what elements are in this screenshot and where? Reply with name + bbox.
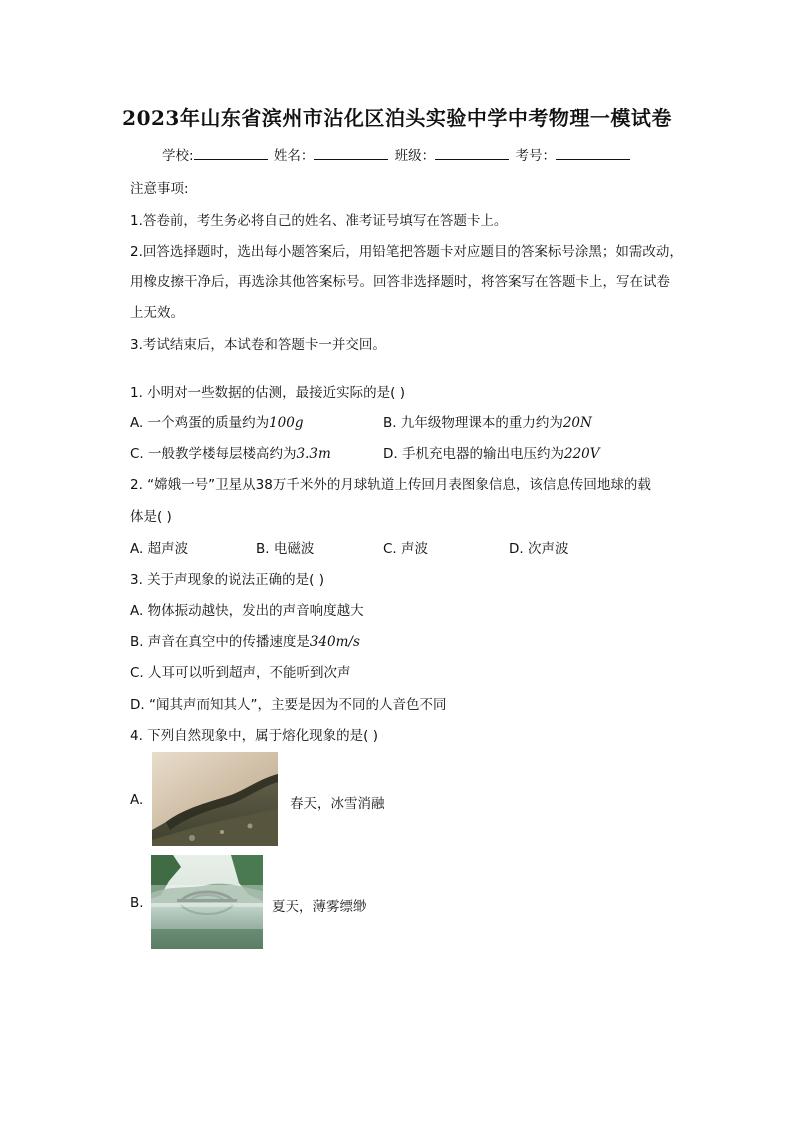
- notice-item: 3.考试结束后，本试卷和答题卡一并交回。: [130, 337, 386, 353]
- question-3-option-c[interactable]: C. 人耳可以听到超声，不能听到次声: [130, 665, 351, 681]
- question-3-stem: 3. 关于声现象的说法正确的是( ): [130, 572, 324, 588]
- question-1-option-a[interactable]: A. 一个鸡蛋的质量约为100g: [130, 415, 304, 431]
- notice-heading: 注意事项:: [130, 181, 189, 197]
- question-4-option-a-label[interactable]: A.: [130, 792, 144, 808]
- name-blank[interactable]: [314, 147, 388, 160]
- student-info-line: [0, 144, 794, 164]
- question-1-option-b[interactable]: B. 九年级物理课本的重力约为20N: [383, 415, 592, 431]
- question-4-stem: 4. 下列自然现象中，属于熔化现象的是( ): [130, 728, 378, 744]
- school-label: 学校:: [162, 148, 194, 164]
- melting-ice-photo: [152, 752, 278, 846]
- question-1-option-c[interactable]: C. 一般教学楼每层楼高约为3.3m: [130, 446, 331, 462]
- option-value: 3.3m: [296, 446, 331, 462]
- question-3-option-d[interactable]: D. “闻其声而知其人”，主要是因为不同的人音色不同: [130, 697, 447, 713]
- notice-item: 2.回答选择题时，选出每小题答案后，用铅笔把答题卡对应题目的答案标号涂黑；如需改动，: [130, 244, 683, 260]
- page-title: 2023年山东省滨州市沾化区泊头实验中学中考物理一模试卷: [122, 106, 672, 130]
- misty-bridge-photo: [151, 855, 263, 949]
- class-label: 班级：: [394, 148, 436, 164]
- question-3-option-a[interactable]: A. 物体振动越快，发出的声音响度越大: [130, 603, 364, 619]
- question-2-option-b[interactable]: B. 电磁波: [256, 541, 315, 557]
- name-label: 姓名：: [273, 148, 315, 164]
- school-blank[interactable]: [194, 147, 268, 160]
- class-blank[interactable]: [435, 147, 509, 160]
- question-2-option-d[interactable]: D. 次声波: [509, 541, 569, 557]
- question-2-option-a[interactable]: A. 超声波: [130, 541, 189, 557]
- question-2-option-c[interactable]: C. 声波: [383, 541, 429, 557]
- question-4-option-b-label[interactable]: B.: [130, 895, 144, 911]
- question-3-option-b[interactable]: B. 声音在真空中的传播速度是340m/s: [130, 634, 360, 650]
- question-1-stem: 1. 小明对一些数据的估测，最接近实际的是( ): [130, 385, 405, 401]
- notice-item: 上无效。: [130, 305, 184, 321]
- question-4-option-a-caption: 春天，冰雪消融: [290, 796, 385, 812]
- exam-number-blank[interactable]: [556, 147, 630, 160]
- exam-number-label: 考号：: [515, 148, 556, 164]
- mist-bridge-lake-image: [151, 855, 263, 949]
- option-value: 220V: [563, 446, 600, 462]
- notice-item: 用橡皮擦干净后，再选涂其他答案标号。回答非选择题时，将答案写在答题卡上，写在试卷: [130, 274, 670, 290]
- option-value: 20N: [562, 415, 592, 431]
- notice-item: 1.答卷前，考生务必将自己的姓名、准考证号填写在答题卡上。: [130, 213, 508, 229]
- question-2-stem-cont: 体是( ): [130, 509, 172, 525]
- option-value: 100g: [269, 415, 304, 431]
- ice-rock-water-image: [152, 752, 278, 846]
- option-value: 340m/s: [309, 634, 360, 650]
- question-4-option-b-caption: 夏天，薄雾缥缈: [272, 899, 367, 915]
- question-1-option-d[interactable]: D. 手机充电器的输出电压约为220V: [383, 446, 600, 462]
- question-2-stem: 2. “嫦娥一号”卫星从38万千米外的月球轨道上传回月表图象信息，该信息传回地球的载: [130, 477, 651, 493]
